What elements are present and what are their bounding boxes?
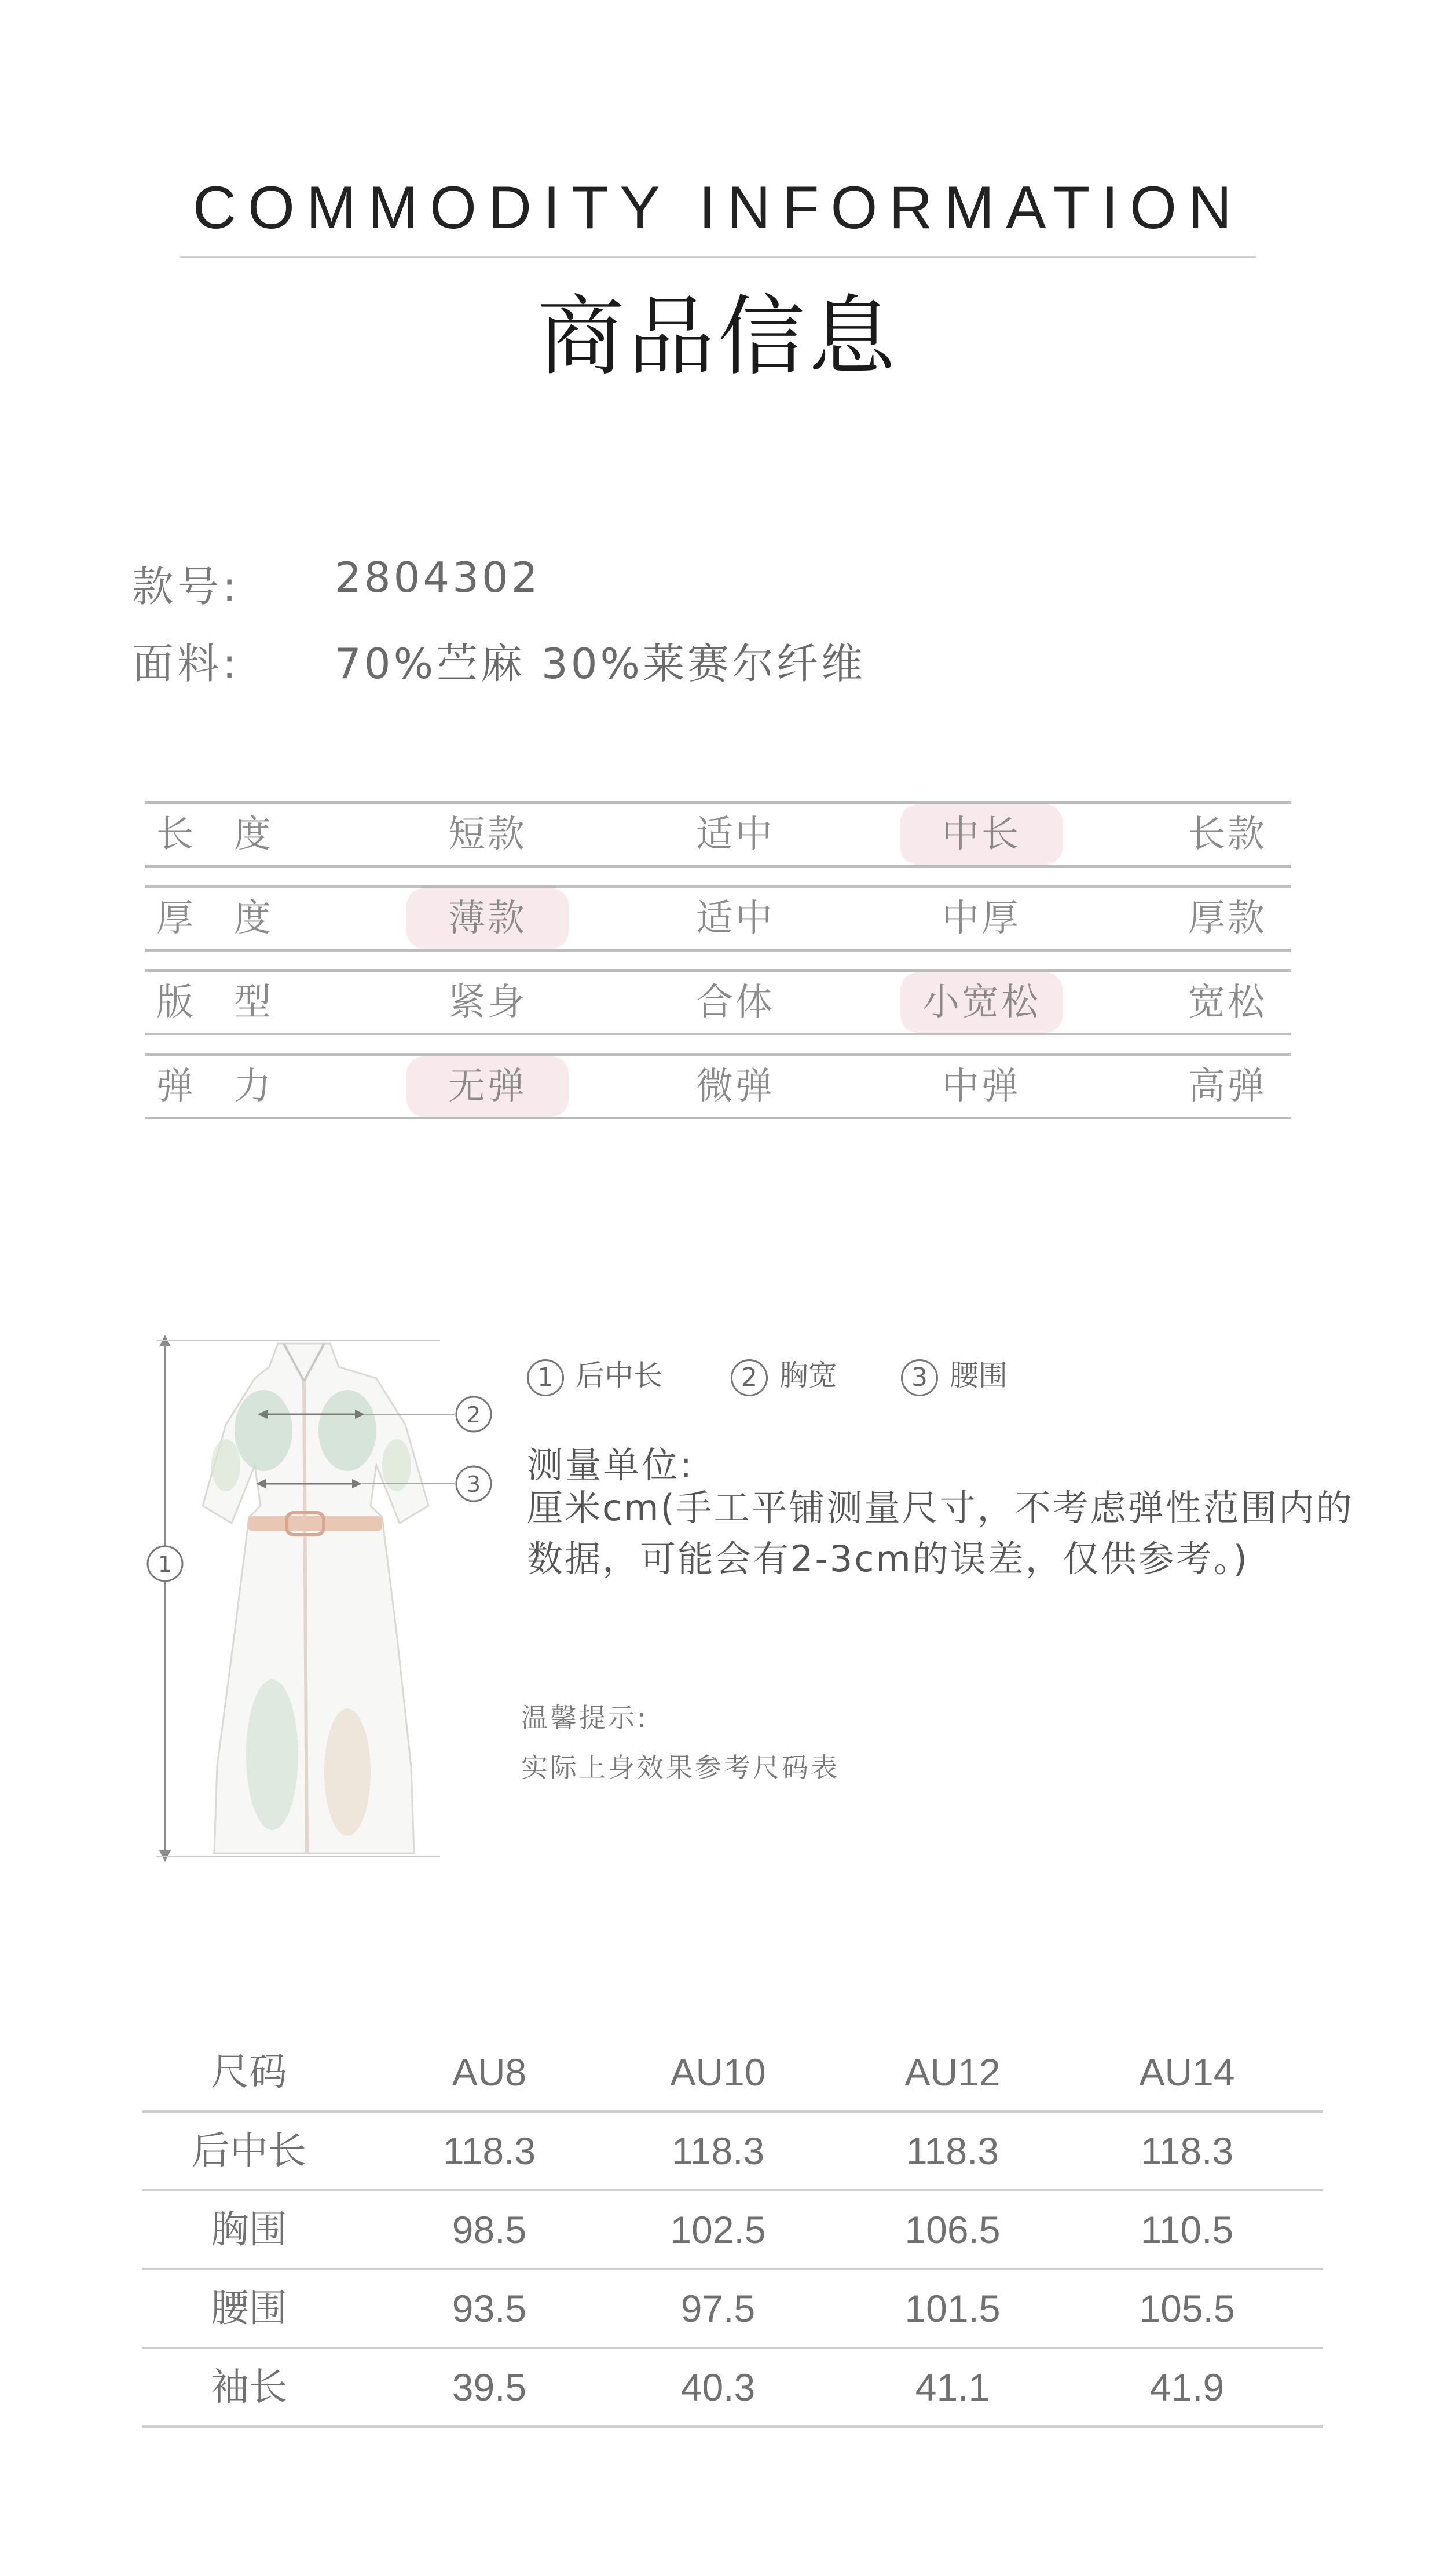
size-cell: 98.5 (452, 2208, 527, 2251)
attribute-row-top-rule (145, 1053, 1291, 1056)
style-number-value: 2804302 (335, 553, 541, 602)
size-table-row (142, 2269, 1323, 2348)
style-number-label: 款号: (132, 562, 240, 611)
size-cell: 97.5 (680, 2287, 756, 2330)
size-table-rule (142, 2425, 1323, 2428)
attribute-option: 紧身 (448, 981, 527, 1024)
size-cell: 胸围 (211, 2207, 287, 2252)
chinese-title: 商品信息 (537, 287, 899, 387)
attribute-option-selected: 薄款 (406, 888, 569, 949)
attribute-option: 短款 (448, 813, 527, 856)
number-3-icon: 3 (901, 1359, 938, 1396)
tip-title: 温馨提示: (521, 1702, 649, 1733)
size-table-row (142, 2348, 1323, 2427)
size-cell: 118.3 (671, 2129, 765, 2172)
size-cell: 40.3 (680, 2366, 756, 2409)
size-cell: 102.5 (670, 2208, 766, 2251)
header-divider (179, 256, 1256, 258)
size-table-row (142, 2112, 1323, 2190)
size-cell: 118.3 (1140, 2129, 1234, 2172)
legend-label: 后中长 (576, 1359, 662, 1392)
attribute-label: 版型 (156, 981, 312, 1024)
attribute-option: 高弹 (1188, 1065, 1267, 1108)
size-cell: 106.5 (904, 2208, 1001, 2251)
size-cell: 118.3 (906, 2129, 999, 2172)
legend-item-3 (901, 1355, 1008, 1396)
size-header-cell: AU14 (1139, 2051, 1235, 2094)
size-cell: 101.5 (904, 2287, 1001, 2330)
attribute-option: 厚款 (1188, 897, 1267, 940)
legend-item-1 (527, 1355, 662, 1396)
attribute-label: 长度 (156, 813, 312, 856)
english-title: COMMODITY INFORMATION (192, 174, 1244, 241)
size-table-row (142, 2190, 1323, 2269)
attribute-row-top-rule (145, 801, 1291, 804)
attribute-option: 中弹 (942, 1065, 1021, 1108)
size-cell: 袖长 (211, 2365, 287, 2409)
tip-body: 实际上身效果参考尺码表 (521, 1752, 840, 1783)
attribute-option: 微弹 (696, 1065, 775, 1108)
size-cell: 93.5 (452, 2287, 527, 2330)
attribute-row-top-rule (145, 969, 1291, 972)
unit-title: 测量单位: (527, 1444, 694, 1486)
size-cell: 41.1 (915, 2366, 990, 2409)
attribute-option: 适中 (696, 813, 775, 856)
marker-2: 2 (466, 1402, 481, 1428)
dress-illustration (139, 1332, 510, 1876)
size-header-cell: AU12 (904, 2051, 1001, 2094)
fabric-label: 面料: (132, 639, 240, 688)
attribute-row-top-rule (145, 885, 1291, 888)
size-header-cell: AU8 (452, 2051, 527, 2094)
attribute-row-bottom-rule (145, 865, 1291, 868)
attribute-row-bottom-rule (145, 1117, 1291, 1119)
dress-diagram (139, 1332, 510, 1876)
attribute-option: 宽松 (1188, 981, 1267, 1024)
size-cell: 后中长 (192, 2128, 306, 2173)
number-1-icon: 1 (527, 1359, 564, 1396)
attribute-option: 中厚 (942, 897, 1021, 940)
size-cell: 39.5 (452, 2366, 527, 2409)
attribute-option: 长款 (1188, 813, 1267, 856)
attribute-option-selected: 小宽松 (900, 972, 1063, 1033)
attribute-row-bottom-rule (145, 1033, 1291, 1035)
fabric-value: 70%苎麻 30%莱赛尔纤维 (335, 639, 866, 688)
size-cell: 41.9 (1149, 2366, 1225, 2409)
size-header-cell: AU10 (670, 2051, 766, 2094)
marker-3: 3 (466, 1472, 481, 1497)
attribute-option: 适中 (696, 897, 775, 940)
size-cell: 腰围 (211, 2286, 287, 2330)
attribute-label: 弹力 (156, 1065, 312, 1108)
size-cell: 105.5 (1139, 2287, 1235, 2330)
attribute-row-bottom-rule (145, 949, 1291, 952)
attribute-label: 厚度 (156, 897, 312, 940)
size-cell: 118.3 (442, 2129, 536, 2172)
size-cell: 110.5 (1140, 2208, 1234, 2251)
attribute-option: 合体 (696, 981, 775, 1024)
unit-description: 厘米cm(手工平铺测量尺寸，不考虑弹性范围内的数据，可能会有2-3cm的误差，仅供参考。) (527, 1487, 1354, 1580)
attribute-option-selected: 中长 (900, 804, 1063, 865)
legend-label: 腰围 (950, 1359, 1008, 1392)
size-table-header (142, 2033, 1323, 2112)
marker-1: 1 (157, 1552, 173, 1577)
number-2-icon: 2 (731, 1359, 768, 1396)
legend-label: 胸宽 (779, 1359, 837, 1392)
size-header-cell: 尺码 (211, 2050, 287, 2094)
attribute-option-selected: 无弹 (406, 1056, 569, 1117)
legend-item-2 (731, 1355, 837, 1396)
